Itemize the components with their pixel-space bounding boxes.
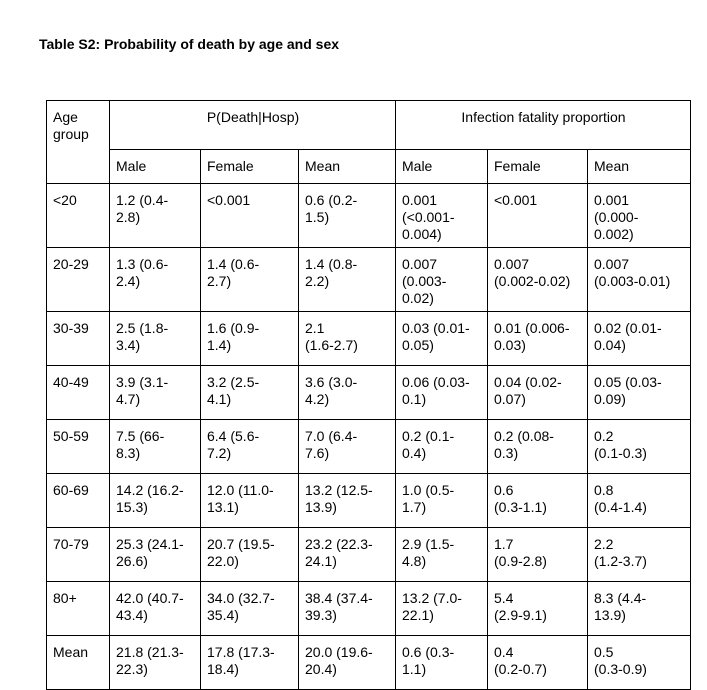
value-cell: 1.0 (0.5- 1.7) [396, 474, 488, 528]
header-row-sub [47, 150, 691, 184]
age-group-cell: Mean [47, 636, 110, 690]
value-cell: 0.02 (0.01- 0.04) [588, 312, 691, 366]
table-row [47, 582, 691, 636]
value-cell: 3.6 (3.0- 4.2) [299, 366, 396, 420]
table-row [47, 636, 691, 690]
value-cell: 42.0 (40.7- 43.4) [110, 582, 201, 636]
age-group-cell: 60-69 [47, 474, 110, 528]
value-cell: 13.2 (12.5- 13.9) [299, 474, 396, 528]
value-cell: 20.7 (19.5- 22.0) [201, 528, 299, 582]
value-cell: 13.2 (7.0- 22.1) [396, 582, 488, 636]
table-row [47, 474, 691, 528]
value-cell: 1.3 (0.6- 2.4) [110, 248, 201, 312]
header-row-top [47, 101, 691, 150]
value-cell: 2.5 (1.8- 3.4) [110, 312, 201, 366]
value-cell: 8.3 (4.4- 13.9) [588, 582, 691, 636]
value-cell: 1.4 (0.8- 2.2) [299, 248, 396, 312]
sub-header: Mean [588, 150, 691, 184]
table-row [47, 528, 691, 582]
value-cell: 0.6 (0.3- 1.1) [396, 636, 488, 690]
sub-header: Male [110, 150, 201, 184]
value-cell: 3.2 (2.5- 4.1) [201, 366, 299, 420]
age-group-cell: 40-49 [47, 366, 110, 420]
p-death-hosp-header: P(Death|Hosp) [110, 101, 396, 150]
value-cell: 0.6 (0.2- 1.5) [299, 184, 396, 248]
value-cell: 3.9 (3.1- 4.7) [110, 366, 201, 420]
value-cell: 1.4 (0.6- 2.7) [201, 248, 299, 312]
value-cell: 0.05 (0.03- 0.09) [588, 366, 691, 420]
probability-table [46, 100, 691, 690]
value-cell: 0.8 (0.4-1.4) [588, 474, 691, 528]
value-cell: 0.001 (0.000- 0.002) [588, 184, 691, 248]
value-cell: 0.03 (0.01- 0.05) [396, 312, 488, 366]
value-cell: 0.5 (0.3-0.9) [588, 636, 691, 690]
value-cell: <0.001 [201, 184, 299, 248]
value-cell: 1.7 (0.9-2.8) [488, 528, 588, 582]
value-cell: 25.3 (24.1- 26.6) [110, 528, 201, 582]
table-row [47, 366, 691, 420]
ifp-header: Infection fatality proportion [396, 101, 691, 150]
value-cell: 1.2 (0.4- 2.8) [110, 184, 201, 248]
value-cell: 17.8 (17.3- 18.4) [201, 636, 299, 690]
sub-header: Mean [299, 150, 396, 184]
age-group-cell: <20 [47, 184, 110, 248]
value-cell: 34.0 (32.7- 35.4) [201, 582, 299, 636]
value-cell: 21.8 (21.3- 22.3) [110, 636, 201, 690]
value-cell: 0.007 (0.002-0.02) [488, 248, 588, 312]
value-cell: 0.04 (0.02- 0.07) [488, 366, 588, 420]
value-cell: 0.06 (0.03- 0.1) [396, 366, 488, 420]
table-row [47, 420, 691, 474]
value-cell: 0.007 (0.003- 0.02) [396, 248, 488, 312]
value-cell: 5.4 (2.9-9.1) [488, 582, 588, 636]
value-cell: 7.0 (6.4- 7.6) [299, 420, 396, 474]
age-group-cell: 70-79 [47, 528, 110, 582]
value-cell: 0.4 (0.2-0.7) [488, 636, 588, 690]
table-row [47, 312, 691, 366]
age-group-cell: 50-59 [47, 420, 110, 474]
value-cell: 20.0 (19.6- 20.4) [299, 636, 396, 690]
value-cell: 7.5 (66- 8.3) [110, 420, 201, 474]
age-group-cell: 20-29 [47, 248, 110, 312]
sub-header: Female [488, 150, 588, 184]
value-cell: 38.4 (37.4- 39.3) [299, 582, 396, 636]
age-group-header: Age group [47, 101, 110, 184]
sub-header: Female [201, 150, 299, 184]
value-cell: 0.2 (0.1- 0.4) [396, 420, 488, 474]
value-cell: 0.2 (0.1-0.3) [588, 420, 691, 474]
value-cell: <0.001 [488, 184, 588, 248]
value-cell: 0.2 (0.08- 0.3) [488, 420, 588, 474]
table-title: Table S2: Probability of death by age and sex [39, 36, 340, 52]
value-cell: 12.0 (11.0- 13.1) [201, 474, 299, 528]
value-cell: 23.2 (22.3- 24.1) [299, 528, 396, 582]
value-cell: 0.6 (0.3-1.1) [488, 474, 588, 528]
value-cell: 2.1 (1.6-2.7) [299, 312, 396, 366]
table-row [47, 184, 691, 248]
age-group-cell: 80+ [47, 582, 110, 636]
value-cell: 6.4 (5.6- 7.2) [201, 420, 299, 474]
value-cell: 2.2 (1.2-3.7) [588, 528, 691, 582]
value-cell: 1.6 (0.9- 1.4) [201, 312, 299, 366]
sub-header: Male [396, 150, 488, 184]
value-cell: 0.007 (0.003-0.01) [588, 248, 691, 312]
value-cell: 14.2 (16.2- 15.3) [110, 474, 201, 528]
age-group-cell: 30-39 [47, 312, 110, 366]
value-cell: 0.001 (<0.001- 0.004) [396, 184, 488, 248]
value-cell: 0.01 (0.006- 0.03) [488, 312, 588, 366]
table-row [47, 248, 691, 312]
value-cell: 2.9 (1.5- 4.8) [396, 528, 488, 582]
